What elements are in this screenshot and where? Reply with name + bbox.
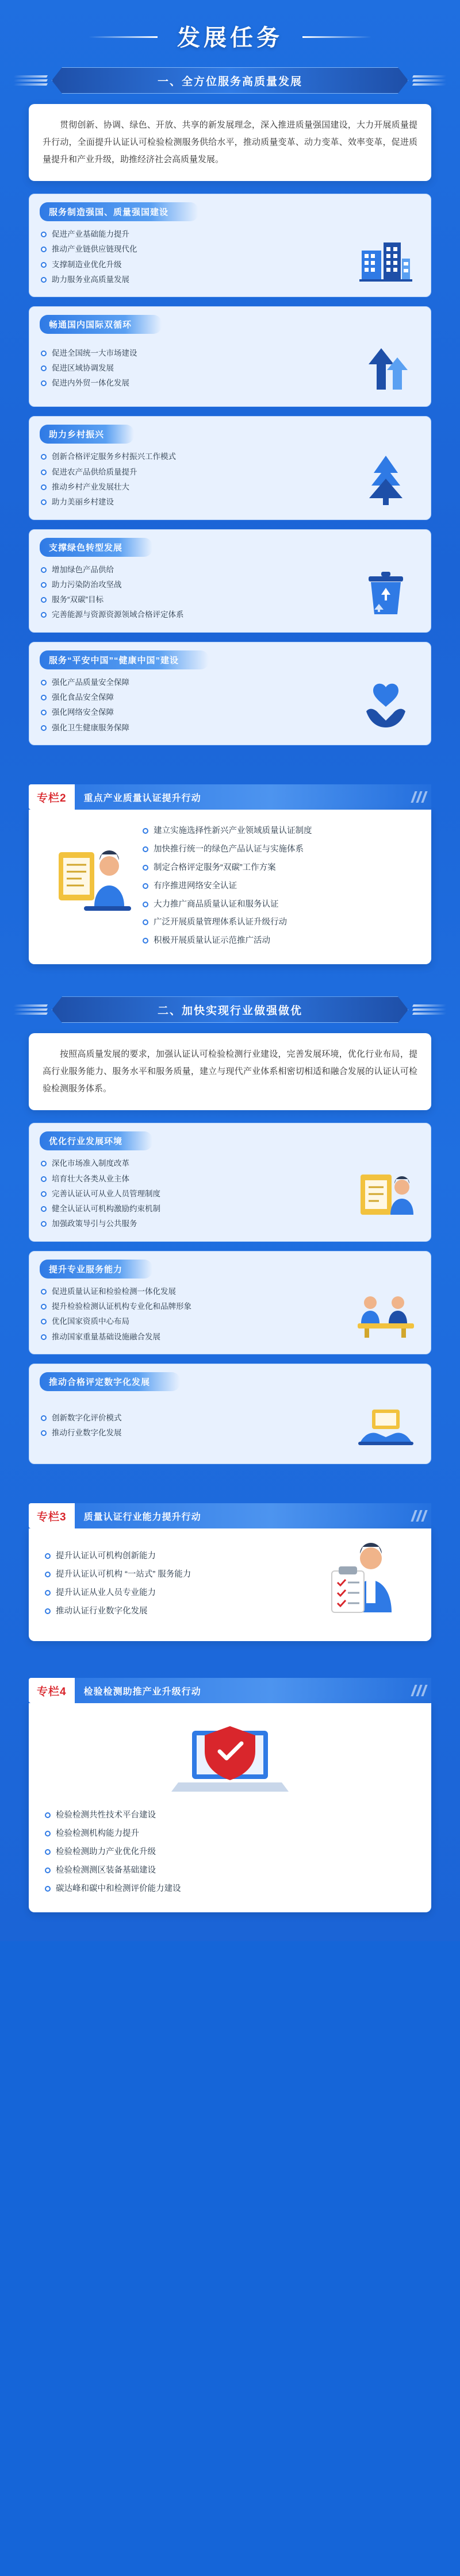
list-item-label: 促进区域协调发展	[52, 364, 114, 373]
group-card-digital	[29, 1364, 431, 1464]
list-item-label: 推动产业链供应链现代化	[52, 245, 137, 254]
list-item	[141, 914, 416, 932]
bullet-dot-icon	[41, 499, 47, 505]
list-item	[40, 705, 351, 720]
bullet-dot-icon	[45, 1867, 51, 1873]
bullet-dot-icon	[45, 1608, 51, 1614]
group-head-label: 畅通国内国际双循环	[40, 315, 162, 334]
bullet-dot-icon	[41, 1415, 47, 1421]
list-item-label: 推动认证行业数字化发展	[56, 1606, 148, 1616]
list-item-label: 积极开展质量认证示范推广活动	[154, 936, 270, 946]
list-item-label: 培育壮大各类从业主体	[52, 1174, 129, 1183]
factory-icon	[351, 229, 420, 286]
bullet-dot-icon	[41, 725, 47, 731]
list-item	[141, 859, 416, 877]
list-item-label: 有序推进网络安全认证	[154, 881, 237, 891]
bullet-dot-icon	[41, 612, 47, 618]
list-item-label: 优化国家资质中心布局	[52, 1317, 129, 1326]
list-item-label: 提升认证从业人员专业能力	[56, 1588, 156, 1598]
bullet-dot-icon	[41, 454, 47, 460]
list-item-label: 强化网络安全保障	[52, 708, 114, 717]
banner-wing-left-icon	[14, 1004, 47, 1015]
list-item-label: 推动行业数字化发展	[52, 1428, 122, 1438]
banner-wing-right-icon	[413, 1004, 446, 1015]
column-card-3	[29, 1528, 431, 1641]
group-bullets	[40, 449, 351, 510]
bullet-dot-icon	[41, 582, 47, 588]
list-item	[40, 346, 351, 361]
list-item	[40, 721, 351, 736]
list-item	[44, 1862, 416, 1880]
bullet-dot-icon	[143, 902, 148, 907]
list-item-label: 促进农产品供给质量提升	[52, 467, 137, 476]
page-title-wrap	[0, 0, 460, 67]
group-bullets	[40, 1411, 351, 1441]
list-item	[44, 1825, 416, 1843]
list-item-label: 助力污染防治攻坚战	[52, 580, 122, 589]
bullet-dot-icon	[143, 938, 148, 944]
column-title	[75, 1678, 431, 1703]
list-item	[44, 1547, 319, 1566]
group-head-label: 助力乡村振兴	[40, 425, 134, 444]
bullet-dot-icon	[45, 1572, 51, 1577]
bullet-dot-icon	[41, 365, 47, 371]
list-item	[40, 1172, 351, 1187]
bullet-dot-icon	[143, 828, 148, 834]
list-item-label: 检验检测机构能力提升	[56, 1828, 139, 1838]
list-item-label: 创新合格评定服务乡村振兴工作模式	[52, 452, 176, 461]
column-header-4	[29, 1678, 431, 1703]
section-2-intro-card	[29, 1033, 431, 1110]
bullet-dot-icon	[41, 1430, 47, 1436]
bullet-dot-icon	[143, 919, 148, 925]
group-head-label: 服务“平安中国”“健康中国”建设	[40, 650, 209, 669]
section-banner-2	[52, 996, 408, 1023]
list-item	[141, 932, 416, 950]
list-item-label: 完善能源与资源资源领域合格评定体系	[52, 610, 184, 619]
section-2-intro-text: 按照高质量发展的要求，加强认证认可检验检测行业建设，完善发展环境，优化行业布局，提高行业服务能力、服务水平和服务质量，建立与现代产业体系相密切相适和融合发展的认证认可检验检测服务体系。	[43, 1049, 417, 1094]
list-item-label: 促进产业基础能力提升	[52, 230, 129, 238]
bullet-dot-icon	[41, 232, 47, 237]
column-title-label: 重点产业质量认证提升行动	[83, 793, 201, 803]
column-bullets	[141, 822, 416, 950]
bullet-dot-icon	[41, 484, 47, 490]
group-card-safety-health	[29, 642, 431, 745]
list-item	[40, 242, 351, 257]
group-bullets	[40, 1156, 351, 1232]
group-card-rural	[29, 416, 431, 519]
stripes-icon	[413, 1685, 425, 1696]
list-item	[40, 563, 351, 577]
list-item	[40, 1216, 351, 1231]
page-title: 发展任务	[156, 20, 304, 52]
list-item	[141, 877, 416, 896]
list-item-label: 广泛开展质量管理体系认证升级行动	[154, 918, 287, 927]
list-item-label: 提升检验检测认证机构专业化和品牌形象	[52, 1302, 191, 1311]
list-item	[40, 1426, 351, 1441]
list-item	[40, 495, 351, 510]
group-bullets	[40, 227, 351, 287]
section-banner-1	[52, 67, 408, 94]
list-item-label: 提升认证认可机构 “一站式” 服务能力	[56, 1570, 191, 1580]
group-card-professional	[29, 1251, 431, 1354]
list-item	[40, 1330, 351, 1345]
list-item-label: 助力美丽乡村建设	[52, 498, 114, 507]
list-item-label: 强化食品安全保障	[52, 693, 114, 702]
list-item-label: 推动乡村产业发展壮大	[52, 482, 129, 491]
list-item	[40, 1411, 351, 1426]
list-item	[40, 675, 351, 690]
bullet-dot-icon	[41, 1334, 47, 1340]
list-item	[40, 449, 351, 464]
bullet-dot-icon	[41, 680, 47, 686]
list-item-label: 推动国家重量基础设施融合发展	[52, 1332, 160, 1341]
list-item	[44, 1566, 319, 1584]
section-banner-1-label: 一、全方位服务高质量发展	[157, 75, 302, 88]
list-item-label: 强化产品质量安全保障	[52, 677, 129, 687]
group-card-green	[29, 529, 431, 633]
list-item	[40, 376, 351, 391]
list-item	[44, 1584, 319, 1603]
meeting-icon	[351, 1285, 420, 1343]
bullet-dot-icon	[45, 1831, 51, 1836]
clipboard-person-icon	[44, 846, 141, 927]
group-bullets	[40, 675, 351, 736]
list-item-label: 增加绿色产品供给	[52, 565, 114, 574]
list-item-label: 促进内外贸一体化发展	[52, 379, 129, 388]
list-item-label: 制定合格评定服务“双碳”工作方案	[154, 862, 276, 872]
bullet-dot-icon	[41, 1221, 47, 1227]
laptop-shield-icon	[167, 1716, 293, 1802]
column-bullets	[44, 1547, 319, 1621]
person-check-icon	[351, 1165, 420, 1223]
column-title	[75, 1503, 431, 1528]
bullet-dot-icon	[41, 597, 47, 603]
group-card-manufacturing	[29, 194, 431, 297]
column-card-4	[29, 1703, 431, 1912]
bullet-dot-icon	[41, 1289, 47, 1295]
list-item-label: 深化市场准入制度改革	[52, 1159, 129, 1168]
banner-wing-left-icon	[14, 75, 47, 86]
list-item	[40, 1202, 351, 1216]
list-item	[40, 272, 351, 287]
bullet-dot-icon	[41, 247, 47, 252]
list-item	[40, 1156, 351, 1171]
list-item	[141, 822, 416, 841]
list-item	[40, 690, 351, 705]
bullet-dot-icon	[41, 1161, 47, 1166]
list-item-label: 强化卫生健康服务保障	[52, 723, 129, 732]
bullet-dot-icon	[41, 351, 47, 356]
hand-heart-icon	[351, 676, 420, 734]
column-title	[75, 784, 431, 810]
list-item-label: 完善认证认可从业人员管理制度	[52, 1189, 160, 1198]
list-item-label: 助力服务业高质量发展	[52, 275, 129, 284]
list-item	[44, 1843, 416, 1862]
list-item	[44, 1880, 416, 1899]
bullet-dot-icon	[41, 1304, 47, 1310]
bullet-dot-icon	[41, 469, 47, 475]
group-bullets	[40, 563, 351, 623]
list-item	[40, 577, 351, 592]
bullet-dot-icon	[41, 695, 47, 700]
list-item	[141, 841, 416, 859]
bullet-dot-icon	[45, 1553, 51, 1559]
group-head-label: 服务制造强国、质量强国建设	[40, 202, 198, 221]
list-item	[40, 227, 351, 242]
column-tag: 专栏2	[29, 784, 75, 810]
list-item-label: 支撑制造业优化升级	[52, 260, 122, 269]
stripes-icon	[413, 791, 425, 803]
list-item-label: 建立实施选择性新兴产业领域质量认证制度	[154, 826, 312, 835]
bullet-dot-icon	[41, 380, 47, 386]
bullet-dot-icon	[45, 1812, 51, 1818]
bullet-dot-icon	[143, 865, 148, 871]
group-card-dual-circulation	[29, 306, 431, 407]
column-title-label: 检验检测助推产业升级行动	[83, 1686, 201, 1697]
group-card-environment	[29, 1123, 431, 1242]
column-header-2	[29, 784, 431, 810]
bullet-dot-icon	[41, 1176, 47, 1182]
section-1-intro-text: 贯彻创新、协调、绿色、开放、共享的新发展理念，深入推进质量强国建设，大力开展质量提升行动，全面提升认证认可检验检测服务供给水平，推动质量变革、动力变革、效率变革，促进质量提升和产业升级，助推经济社会高质量发展。	[43, 120, 417, 164]
list-item	[44, 1603, 319, 1621]
group-head-label: 支撑绿色转型发展	[40, 538, 152, 557]
list-item	[44, 1807, 416, 1825]
column-title-label: 质量认证行业能力提升行动	[83, 1512, 201, 1522]
bullet-dot-icon	[41, 1191, 47, 1197]
list-item	[40, 361, 351, 376]
digital-hands-icon	[351, 1397, 420, 1454]
list-item	[40, 1314, 351, 1329]
list-item-label: 加强政策导引与公共服务	[52, 1219, 137, 1229]
list-item-label: 创新数字化评价模式	[52, 1413, 122, 1422]
bullet-dot-icon	[41, 1319, 47, 1324]
list-item-label: 加快推行统一的绿色产品认证与实施体系	[154, 844, 304, 854]
list-item	[40, 465, 351, 480]
bullet-dot-icon	[143, 846, 148, 852]
bullet-dot-icon	[45, 1849, 51, 1855]
list-item	[40, 592, 351, 607]
list-item	[40, 480, 351, 495]
bullet-dot-icon	[143, 883, 148, 889]
group-bullets	[40, 1284, 351, 1345]
list-item	[40, 1299, 351, 1314]
tree-icon	[351, 451, 420, 509]
list-item-label: 提升认证认可机构创新能力	[56, 1551, 156, 1561]
bullet-dot-icon	[41, 262, 47, 268]
list-item-label: 健全认证认可机构激励约束机制	[52, 1204, 160, 1214]
bullet-dot-icon	[41, 710, 47, 715]
bullet-dot-icon	[41, 567, 47, 573]
laptop-shield-illustration	[44, 1716, 416, 1802]
list-item-label: 大力推广商品质量认证和服务认证	[154, 899, 279, 909]
column-bullets	[44, 1807, 416, 1898]
bullet-dot-icon	[41, 1206, 47, 1212]
column-header-3	[29, 1503, 431, 1528]
bullet-dot-icon	[41, 277, 47, 283]
list-item-label: 检验检测共性技术平台建设	[56, 1811, 156, 1820]
list-item-label: 检验检测助力产业优化升级	[56, 1847, 156, 1857]
person-checklist-icon	[319, 1541, 416, 1627]
list-item	[40, 257, 351, 272]
group-head-label: 优化行业发展环境	[40, 1131, 152, 1150]
list-item-label: 碳达峰和碳中和检测评价能力建设	[56, 1884, 181, 1893]
section-banner-2-label: 二、加快实现行业做强做优	[157, 1004, 302, 1017]
section-1-intro-card	[29, 104, 431, 181]
bullet-dot-icon	[45, 1886, 51, 1892]
up-arrows-icon	[351, 340, 420, 397]
group-bullets	[40, 346, 351, 391]
banner-wing-right-icon	[413, 75, 446, 86]
list-item-label: 促进全国统一大市场建设	[52, 348, 137, 357]
list-item	[40, 1187, 351, 1202]
list-item	[40, 1284, 351, 1299]
column-tag: 专栏3	[29, 1503, 75, 1528]
stripes-icon	[413, 1510, 425, 1522]
list-item-label: 检验检测测区装备基础建设	[56, 1865, 156, 1875]
group-head-label: 推动合格评定数字化发展	[40, 1372, 180, 1391]
list-item-label: 促进质量认证和检验检测一体化发展	[52, 1287, 176, 1296]
list-item	[40, 607, 351, 622]
group-head-label: 提升专业服务能力	[40, 1260, 152, 1279]
column-card-2	[29, 810, 431, 964]
column-tag: 专栏4	[29, 1678, 75, 1703]
recycle-icon	[351, 564, 420, 621]
list-item	[141, 896, 416, 914]
bullet-dot-icon	[45, 1590, 51, 1596]
list-item-label: 服务“双碳”目标	[52, 595, 103, 604]
